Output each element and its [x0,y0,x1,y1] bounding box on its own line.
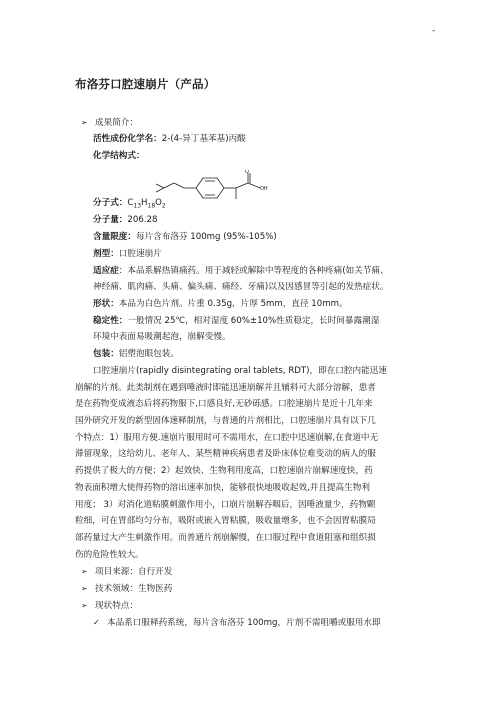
package-label: 包装： [93,349,119,359]
package-line [93,348,179,360]
body-line: 药提供了极大的方便；2）起效快、生物利用度高，口腔速崩片崩解速度快，药 [75,466,373,476]
bullet-item-source [81,566,172,578]
svg-text:OH: OH [260,186,268,192]
dosage-label: 剂型： [93,249,119,259]
body-line: 滞留现象，这给幼儿、老年人、某些精神疾病患者及卧床体位难变动的病人的服 [75,449,376,459]
bullet-item-status [81,600,138,612]
body-line: 崩解的片剂。此类制剂在遇到唾液时即能迅速崩解并且辅料可大部分溶解，患者 [75,383,376,393]
formula-label: 分子式： [93,198,128,208]
check-item [93,617,381,629]
ibuprofen-structure-icon [150,170,270,204]
corner-mark: - [432,26,436,36]
stability-text-1: 一般情况 25℃，相对湿度 60%±10%性质稳定，长时间暴露潮湿 [127,316,380,326]
bullet-text: 技术领域：生物医药 [95,584,173,594]
body-line: 口腔速崩片(rapidly disintegrating oral tablets, RDT)，即在口腔内能迅速 [93,366,387,376]
mw-label: 分子量： [93,215,128,225]
formula-line [93,197,166,213]
body-line: 国外研究开发的新型固体速释制剂，与普通的片剂相比，口腔速崩片具有以下几 [75,416,376,426]
dosage-form-line [93,248,162,260]
stability-label: 稳定性： [93,316,128,326]
arrow-bullet-icon: ➢ [81,584,88,593]
indication-label: 适应症 [93,266,119,276]
body-line: 个特点：1）服用方便.速崩片服用时可不需用水，在口腔中迅速崩解,在食道中无 [75,433,379,443]
body-line: 粒细，可在胃部均匀分布，吸附或嵌入胃粘膜，吸收量增多，也不会因胃粘膜局 [75,516,376,526]
arrow-bullet-icon: ➢ [81,567,88,576]
check-icon: ✓ [93,618,100,627]
arrow-bullet-icon: ➢ [81,601,88,610]
content-limit-line [93,231,277,243]
mw-value: 206.28 [127,215,158,225]
structure-label: 化学结构式： [93,151,145,161]
dosage-value: 口腔速崩片 [118,249,162,259]
bullet-text: 项目来源：自行开发 [95,567,173,577]
shape-label: 形状： [93,299,119,309]
intro-bullet-label: 成果简介： [95,118,138,128]
body-line: 是在药物变成液态后将药物服下,口感良好,无砂砾感。口腔速崩片是近十几年来 [75,399,373,409]
active-value: 2-(4-异丁基苯基)丙酸 [161,134,246,144]
arrow-bullet-icon: ➢ [81,118,88,127]
formula-value: $C_{13}H_{18}O_2$ [127,198,166,210]
molecular-weight-line [93,214,157,226]
active-ingredient-line [93,133,246,145]
stability-line-1 [93,315,379,327]
active-label: 活性成份化学名： [93,134,162,144]
indication-line-1 [93,265,389,277]
content-value: 每片含布洛芬 100mg (95%-105%) [135,232,277,242]
body-line: 伤的危险性较大。 [75,550,144,560]
indication-line-2: 神经痛、肌肉痛、头痛、偏头痛、痛经、牙痛)以及因感冒等引起的发热症状。 [93,282,389,292]
page-title: 布洛芬口腔速崩片（产品） [75,77,216,91]
stability-line-2: 环境中表面易吸潮起泡，崩解变慢。 [93,332,231,342]
shape-line [93,298,348,310]
bullet-item-field [81,583,172,595]
bullet-text: 现状特点： [95,601,138,611]
svg-text:O: O [245,170,249,175]
body-line: 部药量过大产生刺激作用。而普通片剂崩解慢，在口服过程中食道阻塞和组织损 [75,533,376,543]
content-label: 含量限度： [93,232,136,242]
shape-value: 本品为白色片剂。片重 0.35g，片厚 5mm，直径 10mm。 [118,299,348,309]
indication-text-1: ：本品系解热镇痛药。用于减轻或解除中等程度的各种疼痛(如关节痛、 [118,266,389,276]
check-item-text: 本品系口服释药系统，每片含布洛芬 100mg，片剂不需咀嚼或服用水即 [107,618,381,628]
body-line: 用度； 3）对消化道粘膜刺激作用小，口崩片崩解吞咽后，因唾液量少，药物颗 [75,500,376,510]
body-line: 物表面积增大使得药物的溶出速率加快，能够很快地吸收起效,并且提高生物利 [75,483,370,493]
package-value: 铝塑泡眼包装。 [118,349,179,359]
intro-bullet-line [81,117,138,129]
